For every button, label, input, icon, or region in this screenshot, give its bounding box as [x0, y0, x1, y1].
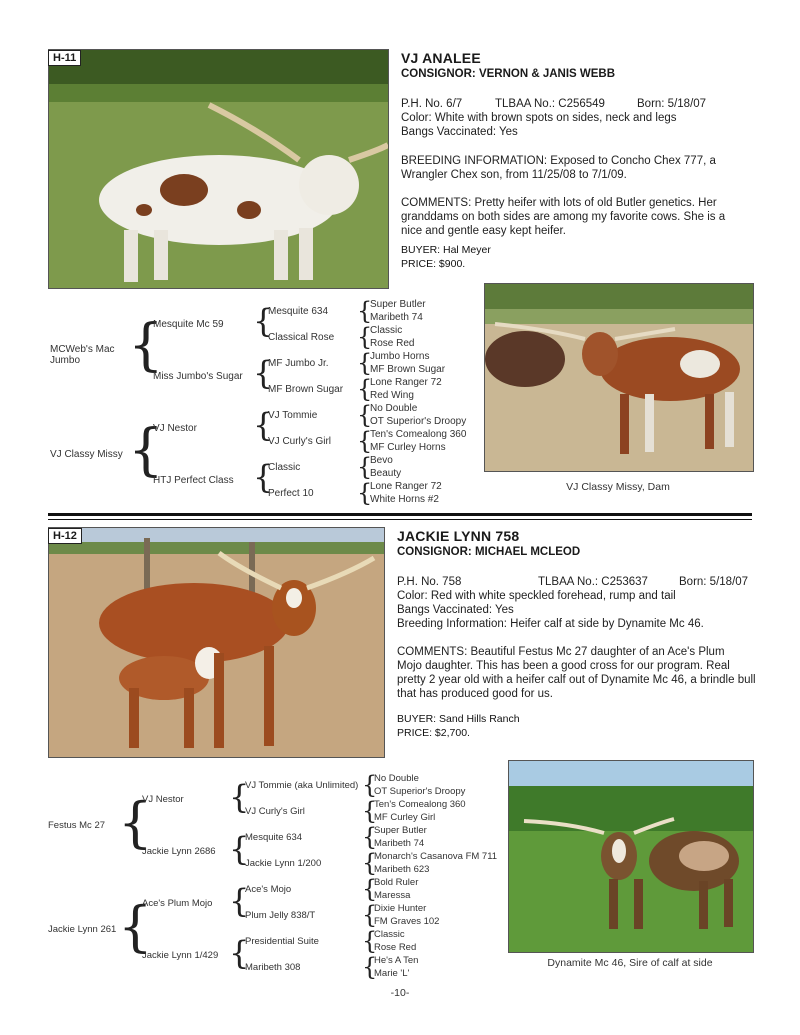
pedigree-g4: HTJ Perfect Class: [153, 475, 234, 486]
pedigree-ggg: Maribeth 74: [370, 312, 423, 323]
brace-icon: {: [362, 901, 378, 929]
brace-icon: {: [253, 406, 274, 444]
comments-line1: COMMENTS: Pretty heifer with lots of old Butler genetics. Her: [401, 197, 717, 209]
pedigree-ggg: Lone Ranger 72: [370, 377, 442, 388]
bangs-vaccinated: Bangs Vaccinated: Yes: [397, 604, 514, 616]
pedigree-gg: Mesquite 634: [268, 306, 329, 317]
pedigree-gg: Classic: [268, 462, 301, 473]
brace-icon: {: [128, 313, 164, 378]
pedigree-ggg: Lone Ranger 72: [370, 481, 442, 492]
brace-icon: {: [362, 771, 378, 799]
brace-icon: {: [357, 297, 373, 325]
pedigree-ggg: MF Curley Horns: [370, 442, 446, 453]
pedigree-ggg: Bevo: [370, 455, 393, 466]
pedigree-dam: Jackie Lynn 261: [48, 924, 117, 935]
lot-title: VJ ANALEE: [401, 50, 481, 66]
pedigree-gg: VJ Curly's Girl: [245, 806, 305, 817]
pedigree-ggg: Rose Red: [370, 338, 415, 349]
pedigree-sire: MCWeb's Mac Jumbo: [50, 344, 115, 366]
photo-caption: VJ Classy Missy, Dam: [566, 481, 670, 493]
pedigree-ggg: Classic: [374, 929, 405, 940]
brace-icon: {: [118, 791, 153, 854]
tlbaa-number: TLBAA No.: C253637: [538, 576, 648, 588]
pedigree-ggg: Classic: [370, 325, 403, 336]
pedigree-gg: Plum Jelly 838/T: [245, 910, 316, 921]
pedigree-ggg: Bold Ruler: [374, 877, 419, 888]
pedigree-ggg: Red Wing: [370, 390, 414, 401]
brace-icon: {: [362, 823, 378, 851]
comments-line1: COMMENTS: Beautiful Festus Mc 27 daughter of an Ace's Plum: [397, 646, 725, 658]
section-divider: [48, 513, 752, 516]
brace-icon: {: [357, 453, 373, 481]
consignor: CONSIGNOR: MICHAEL MCLEOD: [397, 546, 581, 558]
brace-icon: {: [229, 934, 250, 972]
bangs-vaccinated: Bangs Vaccinated: Yes: [401, 126, 518, 138]
pedigree-ggg: Beauty: [370, 468, 402, 479]
brace-icon: {: [357, 479, 373, 507]
pedigree-g2: Miss Jumbo's Sugar: [153, 371, 243, 382]
ph-number: P.H. No. 6/7: [401, 98, 463, 110]
pedigree-g3: VJ Nestor: [153, 423, 197, 434]
pedigree-gg: MF Jumbo Jr.: [268, 358, 329, 369]
buyer: BUYER: Hal Meyer: [401, 244, 491, 256]
pedigree-ggg: Ten's Comealong 360: [370, 429, 467, 440]
lot-title: JACKIE LYNN 758: [397, 528, 520, 544]
pedigree-ggg: Maribeth 74: [374, 838, 425, 849]
pedigree-g1: Mesquite Mc 59: [153, 319, 224, 330]
cow-photo-jackie-lynn-758: [48, 527, 385, 758]
brace-icon: {: [357, 401, 373, 429]
pedigree-gg: Ace's Mojo: [245, 884, 292, 895]
tlbaa-number: TLBAA No.: C256549: [495, 98, 605, 110]
pedigree-gg: Classical Rose: [268, 332, 335, 343]
brace-icon: {: [229, 778, 250, 816]
brace-icon: {: [357, 349, 373, 377]
pedigree-gg: Perfect 10: [268, 488, 314, 499]
breeding-info: Breeding Information: Heifer calf at side by Dynamite Mc 46.: [397, 618, 704, 630]
brace-icon: {: [229, 882, 250, 920]
lot-tag: H-11: [48, 50, 81, 66]
cow-photo-vj-analee: [48, 49, 389, 289]
price: PRICE: $2,700.: [397, 727, 470, 739]
comments-line2: Mojo daughter. This has been a good cross for our program. Real: [397, 660, 730, 672]
ph-number: P.H. No. 758: [397, 576, 462, 588]
brace-icon: {: [253, 302, 274, 340]
brace-icon: {: [229, 830, 250, 868]
brace-icon: {: [362, 875, 378, 903]
brace-icon: {: [362, 927, 378, 955]
pedigree-g1: VJ Nestor: [142, 794, 184, 805]
photo-caption: Dynamite Mc 46, Sire of calf at side: [547, 957, 713, 969]
pedigree-ggg: He's A Ten: [374, 955, 419, 966]
pedigree-gg: Maribeth 308: [245, 962, 301, 973]
comments-line4: that has produced good for us.: [397, 688, 553, 700]
pedigree-ggg: White Horns #2: [370, 494, 439, 505]
brace-icon: {: [357, 427, 373, 455]
color-description: Color: Red with white speckled forehead, rump and tail: [397, 590, 676, 602]
pedigree-ggg: Rose Red: [374, 942, 417, 953]
pedigree-ggg: Super Butler: [374, 825, 427, 836]
comments-line2: granddams on both sides are among my favorite cows. She is a: [401, 211, 726, 223]
brace-icon: {: [128, 418, 164, 483]
price: PRICE: $900.: [401, 258, 466, 270]
pedigree-ggg: Ten's Comealong 360: [374, 799, 466, 810]
born-date: Born: 5/18/07: [679, 576, 749, 588]
consignor: CONSIGNOR: VERNON & JANIS WEBB: [401, 68, 616, 80]
brace-icon: {: [362, 797, 378, 825]
pedigree-gg: Presidential Suite: [245, 936, 319, 947]
pedigree-ggg: MF Curley Girl: [374, 812, 436, 823]
pedigree-ggg: No Double: [370, 403, 418, 414]
pedigree-ggg: MF Brown Sugar: [370, 364, 446, 375]
pedigree-gg: Mesquite 634: [245, 832, 303, 843]
buyer: BUYER: Sand Hills Ranch: [397, 713, 520, 725]
brace-icon: {: [253, 354, 274, 392]
section-divider: [48, 519, 752, 520]
comments-line3: pretty 2 year old with a heifer calf out of Dynamite Mc 46, a brindle bull: [397, 674, 756, 686]
brace-icon: {: [362, 849, 378, 877]
pedigree-gg: VJ Tommie (aka Unlimited): [245, 780, 359, 791]
pedigree-ggg: OT Superior's Droopy: [374, 786, 466, 797]
pedigree-ggg: Marie 'L': [374, 968, 410, 979]
brace-icon: {: [357, 375, 373, 403]
pedigree-g4: Jackie Lynn 1/429: [142, 950, 219, 961]
pedigree-gg: VJ Tommie: [268, 410, 318, 421]
pedigree-gg: MF Brown Sugar: [268, 384, 344, 395]
pedigree-ggg: No Double: [374, 773, 419, 784]
brace-icon: {: [362, 953, 378, 981]
pedigree-ggg: FM Graves 102: [374, 916, 440, 927]
pedigree-g2: Jackie Lynn 2686: [142, 846, 216, 857]
pedigree-ggg: OT Superior's Droopy: [370, 416, 467, 427]
brace-icon: {: [118, 895, 153, 958]
breeding-info-line1: BREEDING INFORMATION: Exposed to Concho Chex 777, a: [401, 155, 716, 167]
pedigree-gg: Jackie Lynn 1/200: [245, 858, 322, 869]
dam-photo: [484, 283, 754, 472]
sire-photo: [508, 760, 754, 953]
color-description: Color: White with brown spots on sides, neck and legs: [401, 112, 677, 124]
brace-icon: {: [357, 323, 373, 351]
pedigree-gg: VJ Curly's Girl: [268, 436, 332, 447]
pedigree-sire: Festus Mc 27: [48, 820, 106, 831]
pedigree-ggg: Super Butler: [370, 299, 426, 310]
comments-line3: nice and gentle easy kept heifer.: [401, 225, 566, 237]
pedigree-dam: VJ Classy Missy: [50, 449, 123, 460]
lot-tag: H-12: [48, 528, 82, 544]
pedigree-ggg: Jumbo Horns: [370, 351, 430, 362]
brace-icon: {: [253, 458, 274, 496]
born-date: Born: 5/18/07: [637, 98, 707, 110]
pedigree-g3: Ace's Plum Mojo: [142, 898, 213, 909]
page-number: -10-: [390, 987, 410, 999]
pedigree-ggg: Maressa: [374, 890, 411, 901]
breeding-info-line2: Wrangler Chex son, from 11/25/08 to 7/1/09.: [401, 169, 627, 181]
pedigree-ggg: Monarch's Casanova FM 711: [374, 851, 498, 862]
pedigree-ggg: Dixie Hunter: [374, 903, 427, 914]
pedigree-ggg: Maribeth 623: [374, 864, 430, 875]
